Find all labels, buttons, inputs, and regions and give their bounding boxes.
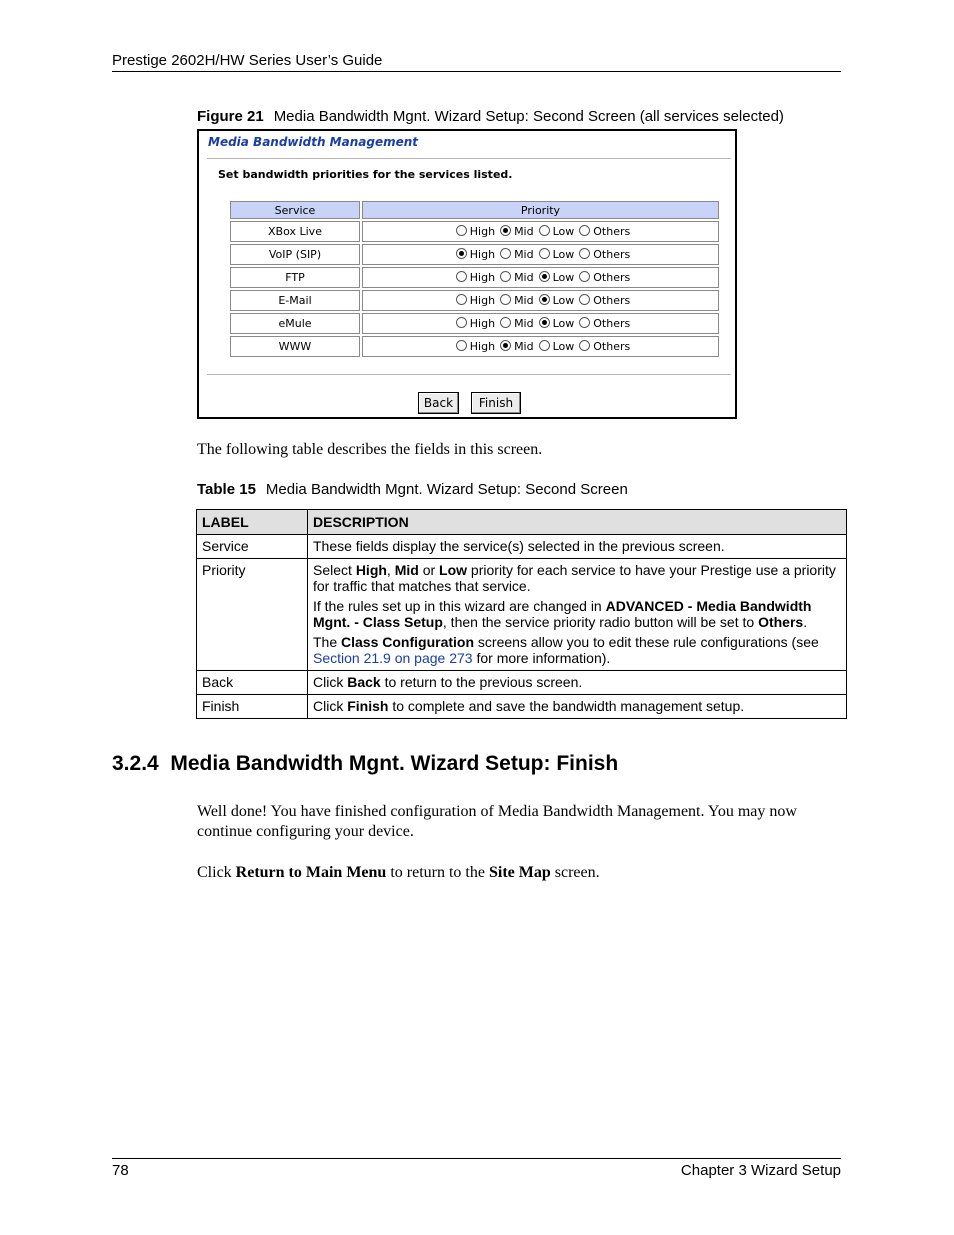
priority-radio-others[interactable] (579, 294, 590, 305)
priority-radio-high[interactable] (456, 340, 467, 351)
priority-radio-label: Mid (514, 340, 534, 353)
bold-run: Low (439, 562, 468, 578)
priority-radio-mid[interactable] (500, 225, 511, 236)
screen-divider-top (207, 158, 731, 159)
service-rows (230, 221, 719, 357)
section-paragraph-2 (197, 863, 600, 883)
service-name: FTP (230, 267, 360, 288)
priority-options (362, 221, 719, 242)
priority-radio-label: Others (593, 248, 631, 261)
priority-desc-p3 (313, 634, 841, 666)
text-run: If the rules set up in this wizard are changed in (313, 598, 606, 614)
table-row (230, 244, 719, 265)
bold-run: Return to Main Menu (235, 864, 387, 881)
bold-run: Site Map (488, 864, 551, 881)
service-name: XBox Live (230, 221, 360, 242)
bold-run: Finish (347, 698, 389, 714)
priority-radio-high[interactable] (456, 225, 467, 236)
row-desc-finish (308, 695, 847, 719)
priority-options (362, 244, 719, 265)
text-run: or (418, 562, 440, 578)
priority-options (362, 313, 719, 334)
figure-label: Figure 21 (197, 108, 264, 125)
priority-radio-low[interactable] (539, 225, 550, 236)
priority-radio-label: Others (593, 225, 631, 238)
table-row (197, 535, 847, 559)
wizard-screenshot (197, 129, 737, 419)
priority-radio-mid[interactable] (500, 248, 511, 259)
text-run: screens allow you to edit these rule configurations (see (474, 634, 819, 650)
priority-radio-mid[interactable] (500, 294, 511, 305)
text-run: Click (197, 864, 236, 881)
screen-title: Media Bandwidth Management (208, 135, 419, 149)
section-heading: 3.2.4 Media Bandwidth Mgnt. Wizard Setup: Finish (112, 752, 619, 775)
priority-radio-label: Others (593, 271, 631, 284)
priority-radio-label: Others (593, 294, 631, 307)
priority-options (362, 290, 719, 311)
text-run: . (803, 614, 808, 630)
priority-radio-label: High (469, 340, 496, 353)
table-row (230, 290, 719, 311)
priority-radio-label: Others (593, 317, 631, 330)
priority-radio-high[interactable] (456, 317, 467, 328)
priority-radio-mid[interactable] (500, 317, 511, 328)
text-run: Click (313, 674, 348, 690)
priority-radio-label: Mid (514, 248, 534, 261)
priority-radio-others[interactable] (579, 340, 590, 351)
row-label-back: Back (197, 671, 308, 695)
bold-run: ADVANCED - Media Bandwidth Mgnt. - Class Setup (313, 598, 812, 630)
priority-radio-label: Mid (514, 225, 534, 238)
service-name: WWW (230, 336, 360, 357)
back-button[interactable]: Back (418, 392, 459, 414)
text-run: screen. (550, 864, 600, 881)
text-run: The (313, 634, 342, 650)
priority-radio-label: Low (552, 225, 575, 238)
column-header-label: LABEL (197, 510, 308, 535)
screen-instruction: Set bandwidth priorities for the services listed. (218, 168, 513, 181)
priority-radio-low[interactable] (539, 248, 550, 259)
priority-options (362, 336, 719, 357)
priority-radio-high[interactable] (456, 271, 467, 282)
column-header-description: DESCRIPTION (308, 510, 847, 535)
table-label: Table 15 (197, 481, 256, 498)
priority-radio-label: Low (552, 294, 575, 307)
table-row (230, 221, 719, 242)
text-run: priority for each service to have your Prestige use a priority for traffic that matches that service. (313, 562, 836, 594)
priority-radio-others[interactable] (579, 225, 590, 236)
table-row (230, 336, 719, 357)
row-label-priority: Priority (197, 559, 308, 671)
text-run: Select (313, 562, 356, 578)
priority-radio-low[interactable] (539, 340, 550, 351)
priority-radio-low[interactable] (539, 294, 550, 305)
bold-run: Mid (394, 562, 419, 578)
service-name: eMule (230, 313, 360, 334)
service-name: VoIP (SIP) (230, 244, 360, 265)
figure-caption-text: Media Bandwidth Mgnt. Wizard Setup: Second Screen (all services selected) (273, 108, 784, 125)
table-row (230, 267, 719, 288)
service-priority-table (228, 199, 721, 359)
priority-radio-label: High (469, 271, 496, 284)
priority-radio-label: Mid (514, 294, 534, 307)
row-desc-back (308, 671, 847, 695)
intro-paragraph: The following table describes the fields in this screen. (197, 441, 543, 458)
text-run: for more information). (472, 650, 611, 666)
row-label-service: Service (197, 535, 308, 559)
finish-button[interactable]: Finish (471, 392, 521, 414)
section-link[interactable]: Section 21.9 on page 273 (313, 650, 473, 666)
bold-run: Others (758, 614, 804, 630)
text-run: , (386, 562, 395, 578)
table-caption (197, 481, 628, 498)
column-header-priority: Priority (362, 201, 719, 219)
priority-radio-label: Others (593, 340, 631, 353)
table-row (230, 313, 719, 334)
bold-run: Back (347, 674, 381, 690)
chapter-title: Chapter 3 Wizard Setup (680, 1162, 841, 1179)
priority-radio-label: Low (552, 340, 575, 353)
text-run: to complete and save the bandwidth management setup. (388, 698, 745, 714)
priority-radio-label: Mid (514, 317, 534, 330)
row-desc-service: These fields display the service(s) selected in the previous screen. (308, 535, 847, 559)
priority-radio-high[interactable] (456, 248, 467, 259)
figure-caption (197, 108, 784, 125)
priority-radio-others[interactable] (579, 271, 590, 282)
table-caption-text: Media Bandwidth Mgnt. Wizard Setup: Second Screen (265, 481, 628, 498)
priority-radio-mid[interactable] (500, 340, 511, 351)
priority-radio-high[interactable] (456, 294, 467, 305)
priority-radio-label: Mid (514, 271, 534, 284)
priority-radio-label: High (469, 248, 496, 261)
text-run: , then the service priority radio button will be set to (442, 614, 759, 630)
table-row (197, 695, 847, 719)
priority-radio-low[interactable] (539, 271, 550, 282)
text-run: to return to the (386, 864, 489, 881)
priority-radio-label: Low (552, 271, 575, 284)
priority-desc-p2 (313, 598, 841, 630)
footer-divider (112, 1158, 841, 1159)
section-paragraph-1: Well done! You have finished configuration of Media Bandwidth Management. You may now continue configuring your device. (197, 803, 797, 840)
text-run: Click (313, 698, 348, 714)
priority-radio-others[interactable] (579, 317, 590, 328)
priority-radio-label: High (469, 294, 496, 307)
header-divider (112, 71, 841, 72)
priority-radio-label: High (469, 317, 496, 330)
table-row (197, 559, 847, 671)
column-header-service: Service (230, 201, 360, 219)
priority-radio-others[interactable] (579, 248, 590, 259)
table-row (197, 671, 847, 695)
priority-radio-low[interactable] (539, 317, 550, 328)
page-number: 78 (112, 1162, 129, 1179)
priority-options (362, 267, 719, 288)
priority-radio-label: High (469, 225, 496, 238)
field-description-table (196, 509, 847, 719)
service-name: E-Mail (230, 290, 360, 311)
priority-desc-p1 (313, 562, 841, 594)
running-header: Prestige 2602H/HW Series User’s Guide (112, 52, 383, 69)
bold-run: High (355, 562, 387, 578)
row-label-finish: Finish (197, 695, 308, 719)
row-desc-priority (308, 559, 847, 671)
bold-run: Class Configuration (341, 634, 475, 650)
screen-divider-bottom (207, 374, 731, 375)
priority-radio-label: Low (552, 317, 575, 330)
priority-radio-mid[interactable] (500, 271, 511, 282)
priority-radio-label: Low (552, 248, 575, 261)
text-run: to return to the previous screen. (380, 674, 583, 690)
